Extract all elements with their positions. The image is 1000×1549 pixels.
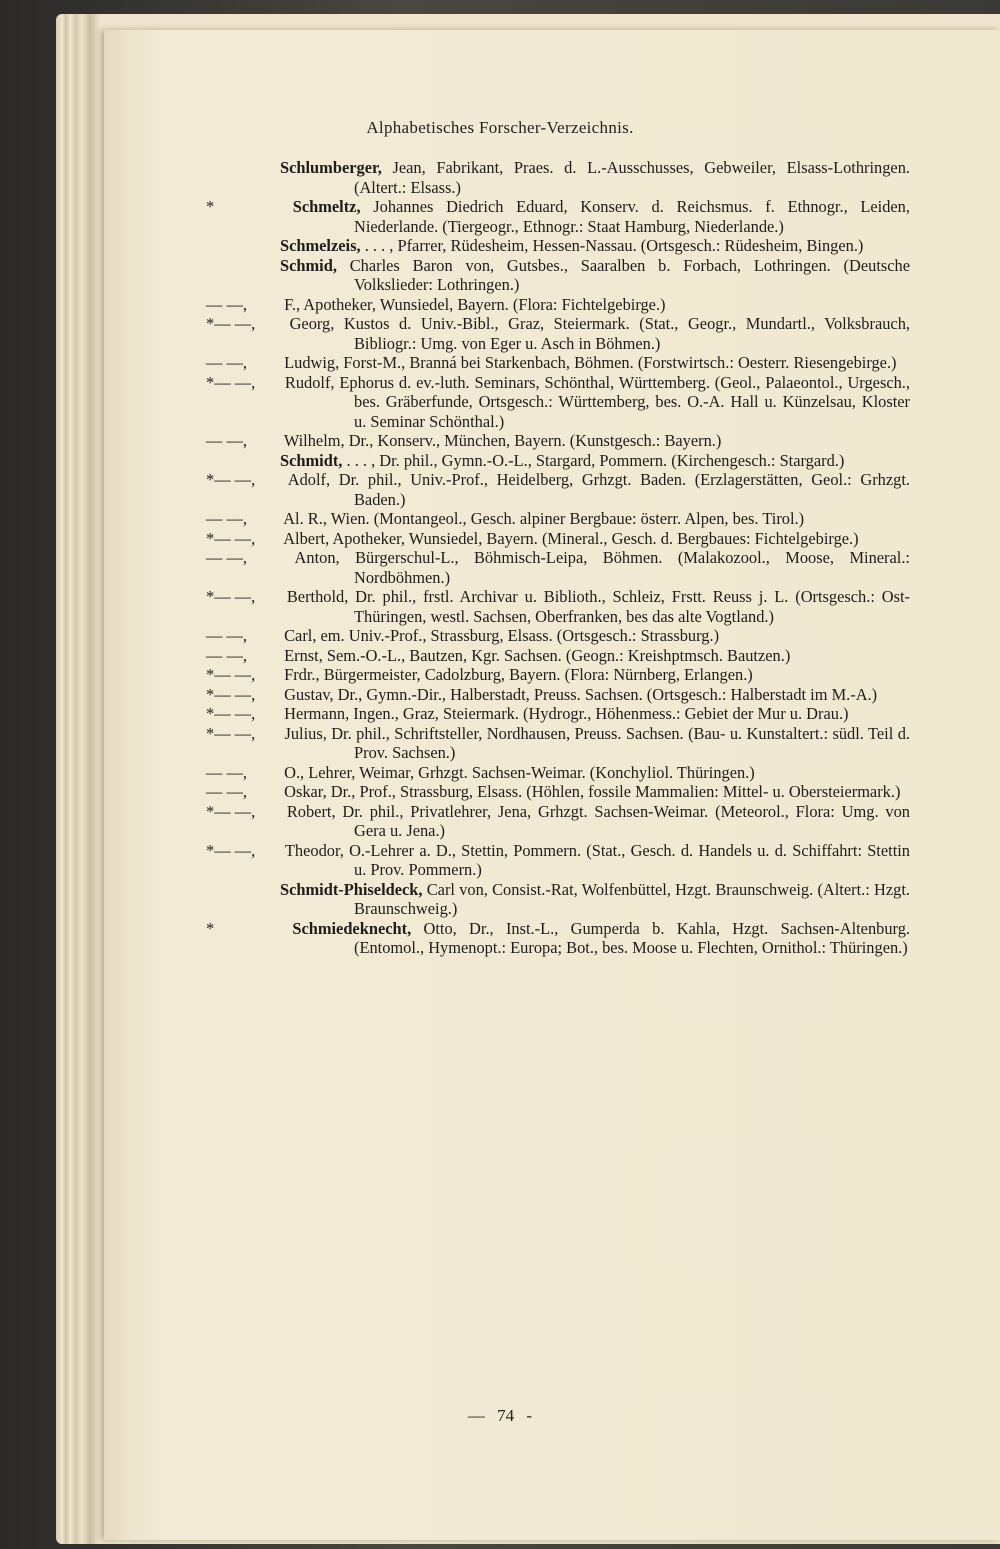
entry-text: Albert, Apotheker, Wunsiedel, Bayern. (Mineral., Gesch. d. Bergbaues: Fichtelgebirge.) [283,528,859,548]
entry-name: Schmidt-Phiseldeck, [280,879,423,899]
entry-text: Johannes Diedrich Eduard, Konserv. d. Reichsmus. f. Ethnogr., Leiden, Niederlande. (Tiergeogr., Ethnogr.: Staat Hamburg, Niederlande.) [354,197,910,236]
entry-text: Jean, Fabrikant, Praes. d. L.-Ausschusses, Gebweiler, Elsass-Lothringen. (Altert.: Elsass.) [354,158,910,197]
entry-name: Schmelzeis, [280,236,361,255]
entry [280,158,910,197]
entry-text: Gustav, Dr., Gymn.-Dir., Halberstadt, Preuss. Sachsen. (Ortsgesch.: Halberstadt im M.-A.) [284,684,878,704]
entry [280,451,910,471]
entry-text: . . . , Pfarrer, Rüdesheim, Hessen-Nassau. (Ortsgesch.: Rüdesheim, Bingen.) [364,236,864,255]
entry-name: Schlumberger, [280,158,382,177]
entry-text: Ernst, Sem.-O.-L., Bautzen, Kgr. Sachsen. (Geogn.: Kreishptmsch. Bautzen.) [284,645,791,665]
entry [280,704,910,724]
entry [280,431,910,451]
entry [280,880,910,919]
entry [280,685,910,705]
entry [280,470,910,509]
entry-name: Schmid, [280,255,337,275]
entry [280,782,910,802]
entry-text: O., Lehrer, Weimar, Grhzgt. Sachsen-Weimar. (Konchyliol. Thüringen.) [284,762,755,782]
entry-text: Ludwig, Forst-M., Branná bei Starkenbach, Böhmen. (Forstwirtsch.: Oesterr. Riesengebirge.) [284,353,897,372]
entry-text: Robert, Dr. phil., Privatlehrer, Jena, Grhzgt. Sachsen-Weimar. (Meteorol., Flora: Umg. von Gera u. Jena.) [286,801,910,840]
footer-trail: - [526,1406,533,1425]
entry [280,763,910,783]
entry [280,314,910,353]
entry-name: Schmeltz, [292,197,361,216]
entry [280,626,910,646]
entry [280,724,910,763]
page-footer [0,1406,1000,1426]
entry-text: Adolf, Dr. phil., Univ.-Prof., Heidelberg, Grhzgt. Baden. (Erzlagerstätten, Geol.: Grhzgt. Baden.) [287,470,910,509]
entry [280,841,910,880]
entry-name: Schmiedeknecht, [292,918,412,938]
page-number: 74 [497,1406,515,1425]
entry-text: Charles Baron von, Gutsbes., Saaralben b. Forbach, Lothringen. (Deutsche Volkslieder: Lothringen.) [349,255,910,294]
entry [280,236,910,256]
entry-text: Oskar, Dr., Prof., Strassburg, Elsass. (Höhlen, fossile Mammalien: Mittel- u. Obersteiermark.) [284,782,901,801]
entry-text: Rudolf, Ephorus d. ev.-luth. Seminars, Schönthal, Württemberg. (Geol., Palaeontol., Urgesch., bes. Gräberfunde, Ortsgesch.: Württemberg, bes. O.-A. Hall u. Künzelsau, Kloster u. Seminar Schönthal.) [284,372,910,431]
entry-text: Theodor, O.-Lehrer a. D., Stettin, Pommern. (Stat., Gesch. d. Handels u. d. Schiffahrt: Stettin u. Prov. Pommern.) [284,840,910,879]
entry [280,256,910,295]
running-title: Alphabetisches Forscher-Verzeichnis. [366,118,634,137]
entry-text: Hermann, Ingen., Graz, Steiermark. (Hydrogr., Höhenmess.: Gebiet der Mur u. Drau.) [284,704,849,723]
entry-text: Frdr., Bürgermeister, Cadolzburg, Bayern. (Flora: Nürnberg, Erlangen.) [284,665,753,684]
entry-text: . . . , Dr. phil., Gymn.-O.-L., Stargard, Pommern. (Kirchengesch.: Stargard.) [346,450,845,470]
entry-text: Julius, Dr. phil., Schriftsteller, Nordhausen, Preuss. Sachsen. (Bau- u. Kunstaltert.: südl. Teil d. Prov. Sachsen.) [284,723,910,762]
entry [280,197,910,236]
entry [280,919,910,958]
entry-text: Anton, Bürgerschul-L., Böhmisch-Leipa, Böhmen. (Malakozool., Moose, Mineral.: Nordböhmen.) [294,548,910,587]
entry-text: Carl, em. Univ.-Prof., Strassburg, Elsass. (Ortsgesch.: Strassburg.) [284,626,720,645]
footer-dash: — [467,1406,485,1425]
entry [280,353,910,373]
entry-name: Schmidt, [280,450,343,470]
entry [280,373,910,432]
entry [280,295,910,315]
entry-list [280,158,910,958]
entry [280,802,910,841]
entry-text: Berthold, Dr. phil., frstl. Archivar u. Biblioth., Schleiz, Frstt. Reuss j. L. (Ortsgesch.: Ost-Thüringen, westl. Sachsen, Oberfranken, bes das alte Vogtland.) [286,587,910,626]
entry-text: Otto, Dr., Inst.-L., Gumperda b. Kahla, Hzgt. Sachsen-Altenburg. (Entomol., Hymenopt.: Europa; Bot., bes. Moose u. Flechten, Ornithol.: Thüringen.) [354,918,910,957]
entry-text: Al. R., Wien. (Montangeol., Gesch. alpiner Bergbaue: österr. Alpen, bes. Tirol.) [283,509,805,528]
entry-text: Carl von, Consist.-Rat, Wolfenbüttel, Hzgt. Braunschweig. (Altert.: Hzgt. Braunschweig.) [354,879,910,918]
entry [280,646,910,666]
entry [280,509,910,529]
entry-text: Wilhelm, Dr., Konserv., München, Bayern. (Kunstgesch.: Bayern.) [283,431,722,450]
entry [280,529,910,549]
entry [280,587,910,626]
entry [280,665,910,685]
entry-text: F., Apotheker, Wunsiedel, Bayern. (Flora: Fichtelgebirge.) [284,294,666,314]
entry-text: Georg, Kustos d. Univ.-Bibl., Graz, Steiermark. (Stat., Geogr., Mundartl., Volksbrauch, Bibliogr.: Umg. von Eger u. Asch in Böhmen.) [289,314,910,353]
entry [280,548,910,587]
